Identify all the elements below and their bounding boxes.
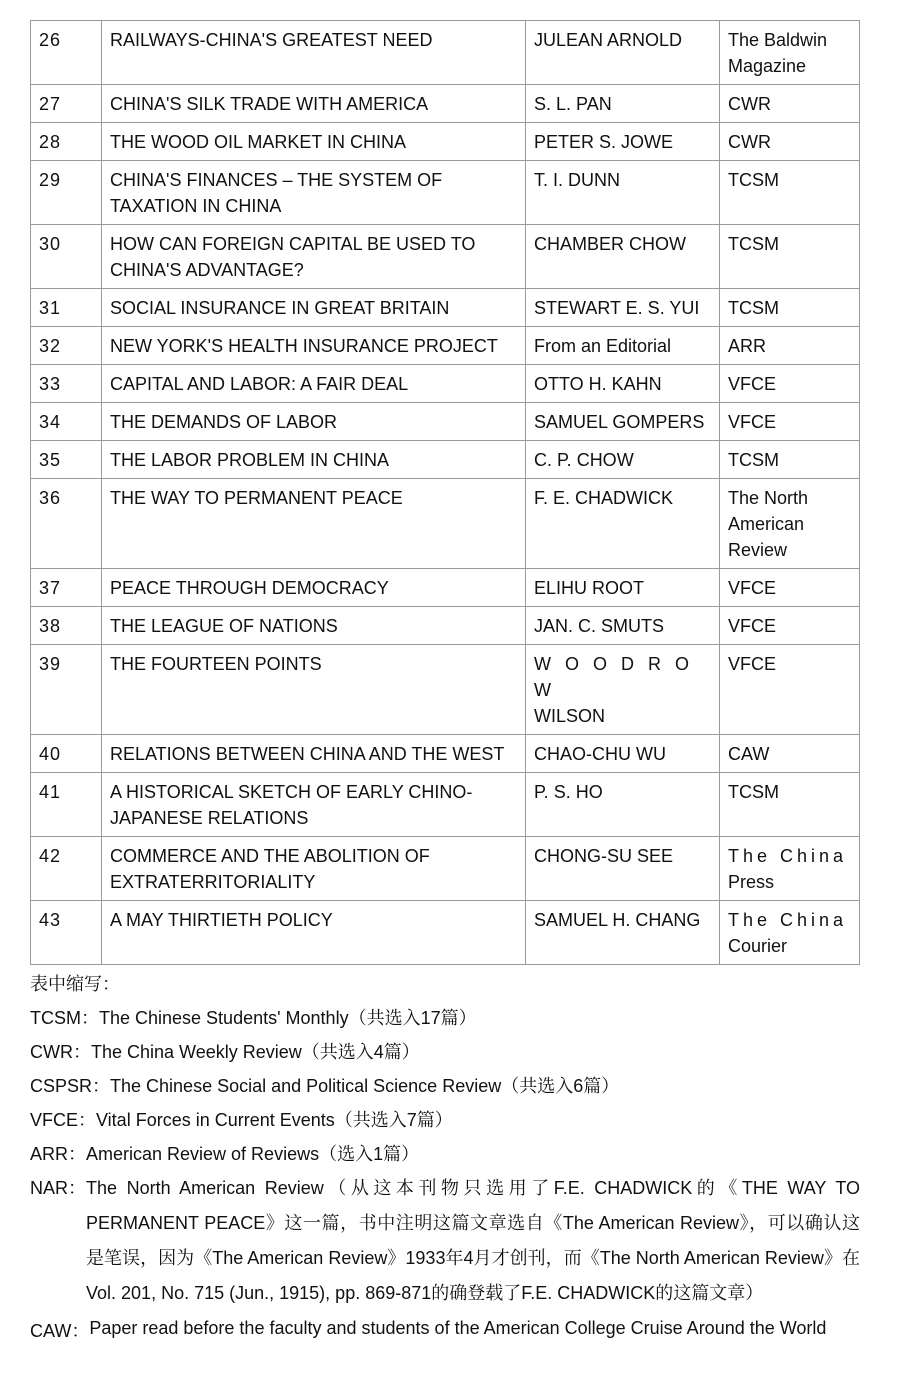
source-spaced-text: The China — [728, 846, 848, 866]
note-nar-text: The North American Review（从这本刊物只选用了F.E. CHADWICK的《THE WAY TO PERMANENT PEACE》这一篇，书中注明这篇文章选自《The American Review》，可以确认这是笔误，因为《The American Review》1933年4月才创刊，而《The North American Review》在Vol. 201, No. 715 (Jun., 1915), pp. 869-871的确登载了F.E. CHADWICK的这篇文章） — [86, 1178, 860, 1303]
cell-source: The China Courier — [720, 901, 860, 965]
cell-number: 37 — [31, 569, 102, 607]
cell-author: From an Editorial — [526, 327, 720, 365]
cell-title: NEW YORK'S HEALTH INSURANCE PROJECT — [102, 327, 526, 365]
cell-source: CWR — [720, 123, 860, 161]
note-caw-text: Paper read before the faculty and students of the American College Cruise Around the World — [89, 1318, 827, 1338]
cell-title: RAILWAYS-CHINA'S GREATEST NEED — [102, 21, 526, 85]
cell-author: PETER S. JOWE — [526, 123, 720, 161]
cell-source: TCSM — [720, 773, 860, 837]
cell-source: VFCE — [720, 607, 860, 645]
cell-title: THE DEMANDS OF LABOR — [102, 403, 526, 441]
table-row — [31, 365, 860, 403]
cell-title: CAPITAL AND LABOR: A FAIR DEAL — [102, 365, 526, 403]
note-nar-abbr: NAR： — [30, 1178, 87, 1198]
cell-number: 32 — [31, 327, 102, 365]
cell-source: The North American Review — [720, 479, 860, 569]
table-row — [31, 479, 860, 569]
cell-source: TCSM — [720, 225, 860, 289]
cell-source: The Baldwin Magazine — [720, 21, 860, 85]
note-caw — [30, 1314, 860, 1348]
cell-source: TCSM — [720, 441, 860, 479]
cell-number: 26 — [31, 21, 102, 85]
cell-source: ARR — [720, 327, 860, 365]
cell-title: THE FOURTEEN POINTS — [102, 645, 526, 735]
cell-source: VFCE — [720, 645, 860, 735]
cell-number: 30 — [31, 225, 102, 289]
note-arr: ARR：American Review of Reviews（选入1篇） — [30, 1144, 420, 1164]
cell-source: CAW — [720, 735, 860, 773]
articles-table — [30, 20, 860, 965]
cell-source: TCSM — [720, 161, 860, 225]
note-tcsm: TCSM：The Chinese Students' Monthly（共选入17篇） — [30, 1008, 477, 1028]
table-row — [31, 21, 860, 85]
document-page — [30, 20, 860, 1348]
cell-number: 33 — [31, 365, 102, 403]
cell-title: A MAY THIRTIETH POLICY — [102, 901, 526, 965]
table-row — [31, 837, 860, 901]
cell-source: The China Press — [720, 837, 860, 901]
table-row — [31, 225, 860, 289]
author-first-name: WOODROW — [534, 654, 703, 700]
cell-number: 40 — [31, 735, 102, 773]
cell-title: CHINA'S SILK TRADE WITH AMERICA — [102, 85, 526, 123]
cell-author: C. P. CHOW — [526, 441, 720, 479]
table-row — [31, 901, 860, 965]
cell-number: 29 — [31, 161, 102, 225]
cell-number: 39 — [31, 645, 102, 735]
cell-author: CHONG-SU SEE — [526, 837, 720, 901]
cell-author: STEWART E. S. YUI — [526, 289, 720, 327]
table-row — [31, 607, 860, 645]
table-row — [31, 161, 860, 225]
cell-title: THE LEAGUE OF NATIONS — [102, 607, 526, 645]
cell-title: HOW CAN FOREIGN CAPITAL BE USED TO CHINA'S ADVANTAGE? — [102, 225, 526, 289]
cell-number: 42 — [31, 837, 102, 901]
cell-author: CHAMBER CHOW — [526, 225, 720, 289]
cell-source: VFCE — [720, 365, 860, 403]
cell-author: T. I. DUNN — [526, 161, 720, 225]
table-row — [31, 123, 860, 161]
cell-title: RELATIONS BETWEEN CHINA AND THE WEST — [102, 735, 526, 773]
cell-author: F. E. CHADWICK — [526, 479, 720, 569]
cell-number: 36 — [31, 479, 102, 569]
cell-number: 43 — [31, 901, 102, 965]
note-nar — [30, 1171, 860, 1311]
note-caw-abbr: CAW： — [30, 1321, 90, 1341]
note-cwr: CWR：The China Weekly Review（共选入4篇） — [30, 1042, 420, 1062]
cell-source: VFCE — [720, 569, 860, 607]
table-row — [31, 327, 860, 365]
cell-title: THE WOOD OIL MARKET IN CHINA — [102, 123, 526, 161]
table-row — [31, 735, 860, 773]
cell-number: 35 — [31, 441, 102, 479]
cell-author: JAN. C. SMUTS — [526, 607, 720, 645]
table-row — [31, 403, 860, 441]
cell-title: A HISTORICAL SKETCH OF EARLY CHINO-JAPANESE RELATIONS — [102, 773, 526, 837]
cell-source: CWR — [720, 85, 860, 123]
cell-number: 27 — [31, 85, 102, 123]
cell-title: CHINA'S FINANCES – THE SYSTEM OF TAXATION IN CHINA — [102, 161, 526, 225]
cell-number: 28 — [31, 123, 102, 161]
cell-author: ELIHU ROOT — [526, 569, 720, 607]
cell-source: TCSM — [720, 289, 860, 327]
cell-number: 31 — [31, 289, 102, 327]
abbreviation-notes — [30, 971, 860, 1348]
cell-author: OTTO H. KAHN — [526, 365, 720, 403]
source-spaced-text: The China — [728, 910, 848, 930]
table-row — [31, 85, 860, 123]
table-row — [31, 645, 860, 735]
articles-table-body — [31, 21, 860, 965]
cell-title: COMMERCE AND THE ABOLITION OF EXTRATERRITORIALITY — [102, 837, 526, 901]
cell-source: VFCE — [720, 403, 860, 441]
cell-author: CHAO-CHU WU — [526, 735, 720, 773]
cell-number: 41 — [31, 773, 102, 837]
cell-title: SOCIAL INSURANCE IN GREAT BRITAIN — [102, 289, 526, 327]
cell-author: S. L. PAN — [526, 85, 720, 123]
cell-author: JULEAN ARNOLD — [526, 21, 720, 85]
note-cspsr: CSPSR：The Chinese Social and Political Science Review（共选入6篇） — [30, 1076, 620, 1096]
cell-author: P. S. HO — [526, 773, 720, 837]
cell-author: SAMUEL H. CHANG — [526, 901, 720, 965]
cell-author: WOODROW WILSON — [526, 645, 720, 735]
note-vfce: VFCE：Vital Forces in Current Events（共选入7篇） — [30, 1110, 453, 1130]
cell-title: THE WAY TO PERMANENT PEACE — [102, 479, 526, 569]
cell-author: SAMUEL GOMPERS — [526, 403, 720, 441]
cell-title: THE LABOR PROBLEM IN CHINA — [102, 441, 526, 479]
table-row — [31, 569, 860, 607]
table-row — [31, 289, 860, 327]
table-row — [31, 441, 860, 479]
cell-number: 38 — [31, 607, 102, 645]
cell-number: 34 — [31, 403, 102, 441]
table-row — [31, 773, 860, 837]
cell-title: PEACE THROUGH DEMOCRACY — [102, 569, 526, 607]
notes-heading: 表中缩写： — [30, 974, 120, 994]
